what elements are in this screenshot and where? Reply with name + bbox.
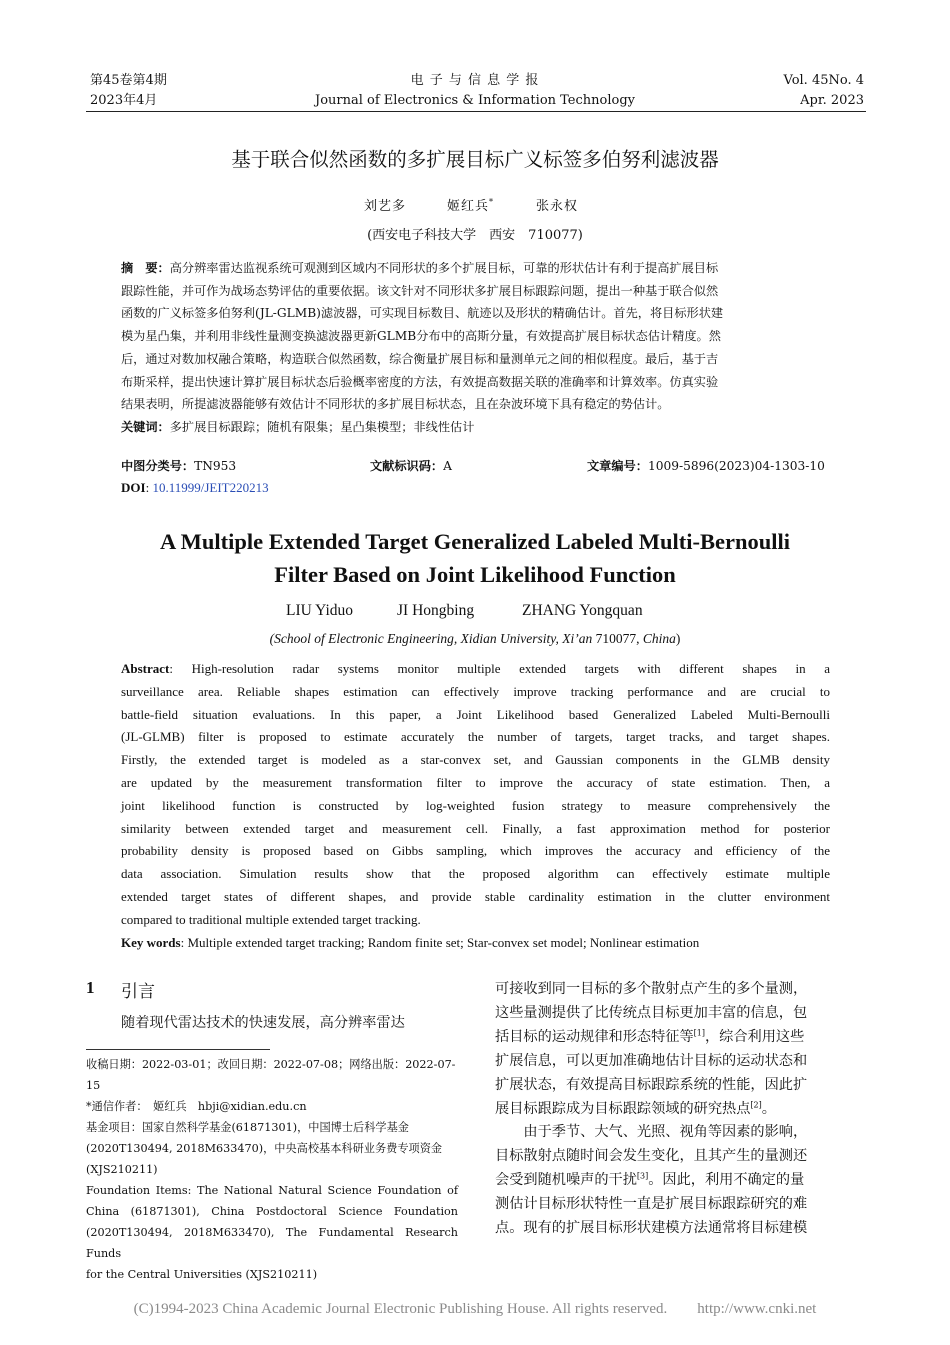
body-right: 可接收到同一目标的多个散射点产生的多个量测， 这些量测提供了比传统点目标更加丰富的信息，包 括目标的运动规律和形态特征等[1]，综合利用这些 扩展信息，可以更加准确地估计目标的运动状态和 扩展状态，有效提高目标跟踪系统的性能，因此扩 展目标跟踪成为目标跟踪领域的研究热点[2]。 由于季节、大气、光照、视角等因素的影响， 目标散射点随时间会发生变化，且其产生的量测还 会受到随机噪声的干扰[3]。因此，利用不确定的量 测估计目标形状特性一直是扩展目标跟踪研究的难 点。现有的扩展目标形状建模方法通常将目标建模 [495, 981, 808, 1237]
abstract-cn: 摘 要：高分辨率雷达监视系统可观测到区域内不同形状的多个扩展目标，可靠的形状估计有利于提高扩展目标 跟踪性能，并可作为战场态势评估的重要依据。该文针对不同形状多扩展目标跟踪问题，提出一种基于联合似然 函数的广义标签多伯努利(JL-GLMB)滤波器，可实现目标数目、航迹以及形状的精确估计。首先，将目标形状建 模为星凸集，并利用非线性量测变换滤波器更新GLMB分布中的高斯分量，有效提高扩展目标状态估计精度。然 后，通过对数加权融合策略，构造联合似然函数，综合衡量扩展目标和量测单元之间的相似程度。最后，基于吉 布斯采样，提出快速计算扩展目标状态后验概率密度的方法，有效提高数据关联的准确率和计算效率。仿真实验 结果表明，所提滤波器能够有效估计不同形状的多扩展目标状态，且在杂波环境下具有稳定的势估计。 关键词：多扩展目标跟踪；随机有限集；星凸集模型；非线性估计 [121, 257, 830, 439]
header-volume-en: Vol. 45No. 4 [783, 73, 864, 88]
document-code: 文献标识码：A [370, 459, 452, 473]
author-en-3: ZHANG Yongquan [522, 602, 643, 619]
ref-3: [3] [636, 1171, 649, 1181]
body-left-line: 随着现代雷达技术的快速发展，高分辨率雷达 [121, 1015, 405, 1031]
header-volume: 第45卷第4期 [90, 73, 167, 88]
header-journal-en: Journal of Electronics & Information Technology [314, 93, 636, 108]
abstract-en: Abstract: High-resolution radar systems monitor multiple extended targets with different shapes in a surveillance area. Reliable shapes estimation can effectively improve tracking performance and are crucial to battle-field situation evaluations. In this paper, a Joint Likelihood based Generalized Labeled Multi-Bernoulli (JL-GLMB) filter is proposed to estimate accurately the number of targets, target tracks, and target shapes. Firstly, the extended target is modeled as a star-convex set, and Gaussian components in the GLMB density are updated by the measurement transformation filter to improve the accuracy of state estimation. Then, a joint likelihood function is constructed by log-weighted fusion strategy to measure comprehensively the similarity between extended target and measurement cell. Finally, a fast approximation method for posterior probability density is proposed based on Gibbs sampling, which improves the accuracy and efficiency of the data association. Simulation results show that the proposed algorithm can effectively estimate multiple extended target states of different shapes, and provide stable cardinality estimation in the clutter environment compared to traditional multiple extended target tracking. Key words: Multiple extended target tracking; Random finite set; Star-convex set model; Nonlinear estimation [121, 658, 830, 954]
section-title: 引言 [121, 982, 155, 1002]
author-cn-2: 姬红兵* [447, 197, 495, 214]
copyright-footer: (C)1994-2023 China Academic Journal Electronic Publishing House. All rights reserved. http://www.cnki.net [133, 1301, 817, 1317]
doi-link[interactable]: 10.11999/JEIT220213 [152, 480, 269, 495]
affiliation-en: (School of Electronic Engineering, Xidian University, Xi’an 710077, China) [269, 631, 681, 646]
article-number: 文章编号：1009-5896(2023)04-1303-10 [587, 459, 825, 473]
abstract-en-label: Abstract [121, 661, 170, 676]
keywords-cn: 关键词：多扩展目标跟踪；随机有限集；星凸集模型；非线性估计 [121, 419, 475, 434]
header-rule [86, 111, 866, 112]
author-en-1: LIU Yiduo [286, 602, 354, 619]
footnote-rule [86, 1049, 270, 1050]
author-cn-1: 刘艺多 [364, 199, 407, 214]
abstract-cn-label: 摘 要： [121, 261, 170, 275]
title-cn: 基于联合似然函数的多扩展目标广义标签多伯努利滤波器 [231, 148, 719, 171]
section-number: 1 [86, 978, 95, 997]
doi: DOI: 10.11999/JEIT220213 [121, 480, 269, 495]
ref-2: [2] [750, 1099, 762, 1109]
header-date-cn: 2023年4月 [90, 93, 158, 108]
footnotes: 收稿日期：2022-03-01；改回日期：2022-07-08；网络出版：2022-07-15 *通信作者： 姬红兵 hbji@xidian.edu.cn 基金项目：国家自然科学基金(61871301)，中国博士后科学基金 (2020T130494, 2018M633470)，中央高校基本科研业务费专项资金 (XJS210211) Foundation Items: The National Natural Science Foundation of China (61871301), China Postdoctoral Science Foundation (2020T130494, 2018M633470), The Fundamental Research Funds for the Central Universities (XJS210211) [86, 1058, 458, 1281]
keywords-en: Key words: Multiple extended target tracking; Random finite set; Star-convex set model; Nonlinear estimation [121, 934, 700, 950]
title-en: A Multiple Extended Target Generalized Labeled Multi-Bernoulli Filter Based on Joint Likelihood Function [160, 529, 790, 587]
corresponding-mark: * [489, 197, 495, 207]
header-date-en: Apr. 2023 [800, 93, 864, 108]
header-journal-cn: 电 子 与 信 息 学 报 [410, 73, 540, 88]
author-cn-3: 张永权 [536, 199, 579, 214]
affiliation-cn: (西安电子科技大学 西安 710077) [367, 228, 583, 243]
clc-number: 中图分类号：TN953 [121, 459, 237, 473]
author-en-2: JI Hongbing [397, 602, 475, 619]
ref-1: [1] [693, 1028, 705, 1038]
